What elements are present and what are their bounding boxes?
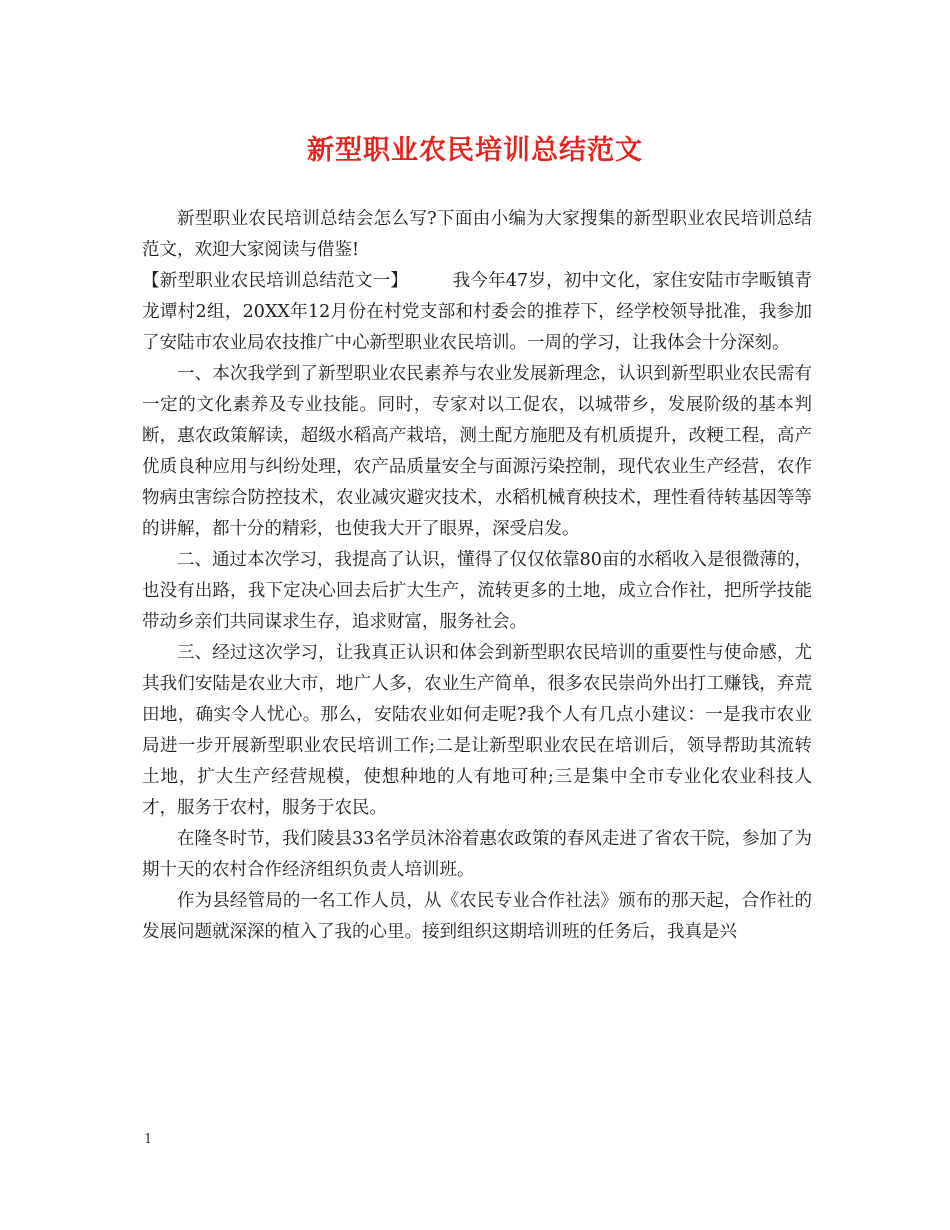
section-one-text: 我今年47岁，初中文化，家住安陆市孛畈镇青龙谭村2组，20XX年12月份在村党支部和村委会的推荐下，经学校领导批准，我参加了安陆市农业局农技推广中心新型职业农民培训。一周的学习，让我体会十分深刻。 bbox=[142, 271, 812, 353]
section-heading: 【新型职业农民培训总结范文一】 bbox=[142, 271, 400, 291]
paragraph-winter-training: 在隆冬时节，我们陵县33名学员沐浴着惠农政策的春风走进了省农干院，参加了为期十天的农村合作经济组织负责人培训班。 bbox=[142, 829, 812, 880]
paragraph-intro: 新型职业农民培训总结会怎么写?下面由小编为大家搜集的新型职业农民培训总结范文，欢迎大家阅读与借鉴! bbox=[142, 209, 812, 260]
document-body bbox=[142, 204, 812, 948]
paragraph-point-two: 二、通过本次学习，我提高了认识，懂得了仅仅依靠80亩的水稻收入是很微薄的，也没有出路，我下定决心回去后扩大生产，流转更多的土地，成立合作社，把所学技能带动乡亲们共同谋求生存，追求财富，服务社会。 bbox=[142, 550, 812, 632]
page-number: 1 bbox=[144, 1132, 153, 1147]
paragraph-staff-member: 作为县经管局的一名工作人员，从《农民专业合作社法》颁布的那天起，合作社的发展问题就深深的植入了我的心里。接到组织这期培训班的任务后，我真是兴 bbox=[142, 891, 812, 942]
document-title: 新型职业农民培训总结范文 bbox=[307, 135, 643, 166]
paragraph-point-one: 一、本次我学到了新型职业农民素养与农业发展新理念，认识到新型职业农民需有一定的文化素养及专业技能。同时，专家对以工促农，以城带乡，发展阶级的基本判断，惠农政策解读，超级水稻高产栽培，测土配方施肥及有机质提升，改粳工程，高产优质良种应用与纠纷处理，农产品质量安全与面源污染控制，现代农业生产经营，农作物病虫害综合防控技术，农业减灾避灾技术，水稻机械育秧技术，理性看待转基因等等的讲解，都十分的精彩，也使我大开了眼界，深受启发。 bbox=[142, 364, 812, 539]
paragraph-section-one bbox=[142, 266, 812, 359]
paragraph-point-three: 三、经过这次学习，让我真正认识和体会到新型职农民培训的重要性与使命感，尤其我们安陆是农业大市，地广人多，农业生产简单，很多农民崇尚外出打工赚钱，弃荒田地，确实令人忧心。那么，安陆农业如何走呢?我个人有几点小建议：一是我市农业局进一步开展新型职业农民培训工作;二是让新型职业农民在培训后，领导帮助其流转土地，扩大生产经营规模，使想种地的人有地可种;三是集中全市专业化农业科技人才，服务于农村，服务于农民。 bbox=[142, 643, 812, 818]
